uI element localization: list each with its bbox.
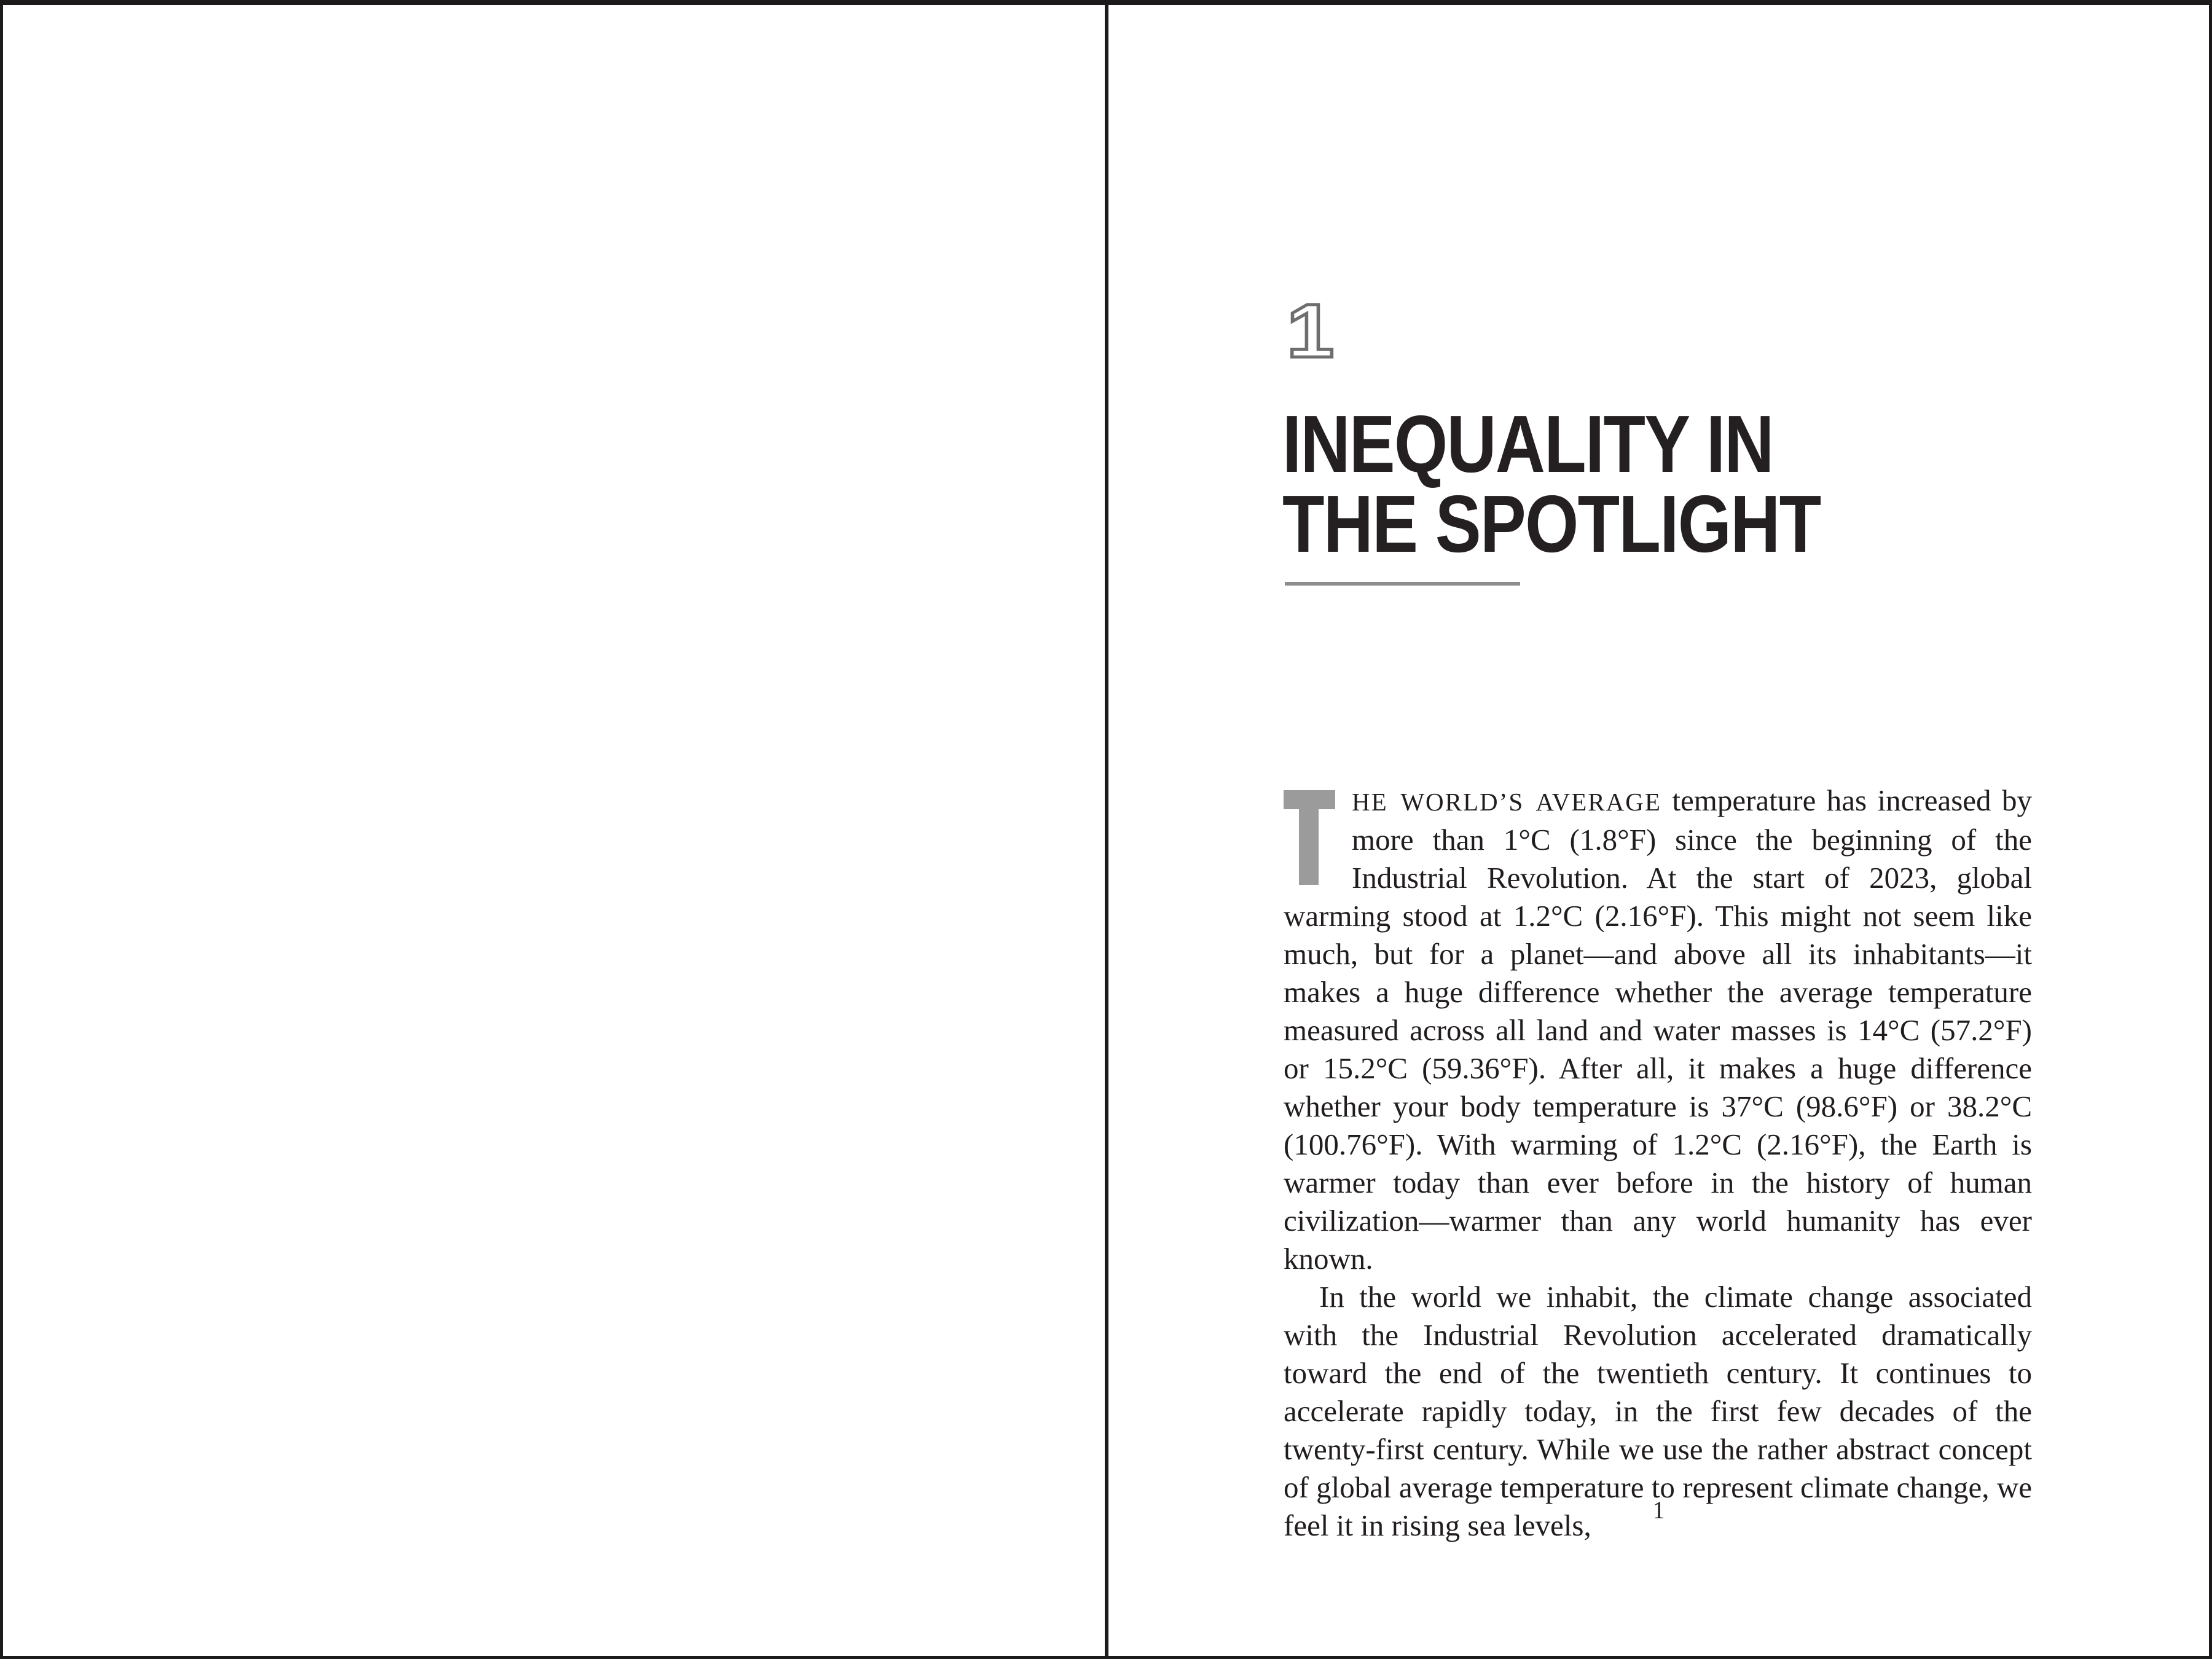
chapter-title-line1: INEQUALITY IN xyxy=(1282,399,1773,489)
paragraph-1-text: temperature has increased by more than 1°C (1.8°F) since the beginning of the Industrial Revolution. At the start of 2023, global warming stood at 1.2°C (2.16°F). This might not seem like much, but for a planet—and above all its inhabitants—it makes a huge difference whether the average temperature measured across all land and water masses is 14°C (57.2°F) or 15.2°C (59.36°F). After all, it makes a huge difference whether your body temperature is 37°C (98.6°F) or 38.2°C (100.76°F). With warming of 1.2°C (2.16°F), the Earth is warmer today than ever before in the history of human civilization—warmer than any world humanity has ever known. xyxy=(1284,783,2032,1276)
right-page xyxy=(1108,5,2209,1656)
chapter-number: 1 xyxy=(1287,289,1335,374)
page-number: 1 xyxy=(1652,1496,1665,1524)
body-text-block xyxy=(1284,782,2032,1545)
left-page-blank xyxy=(3,5,1105,1656)
lead-in-small-caps: HE WORLD’S AVERAGE xyxy=(1352,788,1661,816)
chapter-title xyxy=(1282,399,1821,569)
paragraph-1 xyxy=(1284,782,2032,1278)
paragraph-2: In the world we inhabit, the climate change associated with the Industrial Revolution accelerated dramatically toward the end of the twentieth century. It continues to accelerate rapidly today, in the first few decades of the twenty-first century. While we use the rather abstract concept of global average temperature to represent climate change, we feel it in rising sea levels, xyxy=(1284,1280,2032,1542)
chapter-title-line2: THE SPOTLIGHT xyxy=(1282,479,1821,569)
title-rule xyxy=(1285,582,1520,586)
drop-cap-stem xyxy=(1299,790,1319,885)
drop-cap-t xyxy=(1284,790,1335,893)
